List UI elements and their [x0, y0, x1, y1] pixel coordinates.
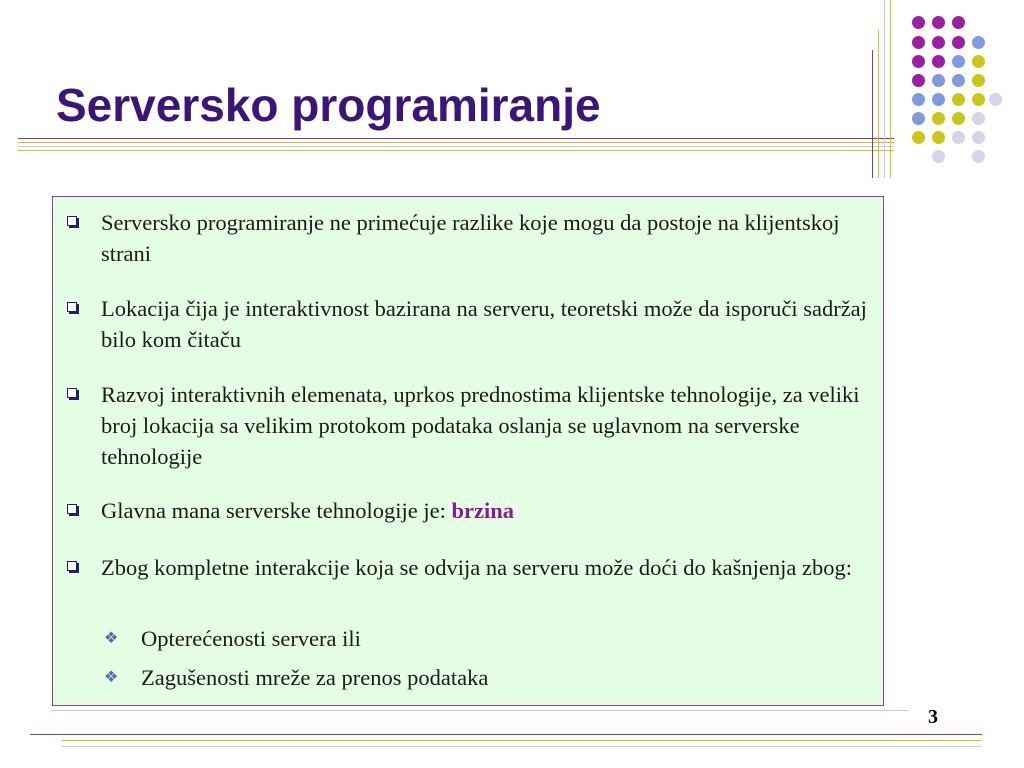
vertical-rule-2 [878, 30, 879, 178]
page-number: 3 [928, 706, 938, 728]
bullet-text: Lokacija čija je interaktivnost bazirana na serveru, teoretski može da isporuči sadržaj bilo kom čitaču [101, 296, 867, 352]
dot [952, 74, 965, 87]
bullet-emphasis: brzina [451, 498, 515, 523]
footer-rule-olive [62, 740, 982, 741]
dot [932, 36, 945, 49]
dot [952, 36, 965, 49]
bullet-item [101, 293, 881, 355]
bullet-item [101, 207, 881, 269]
decorative-dot-grid [912, 16, 1002, 166]
footer-rule-purple [30, 734, 982, 735]
dot [932, 55, 945, 68]
bullet-text: Glavna mana serverske tehnologije je: [101, 498, 452, 523]
dot [912, 36, 925, 49]
vertical-rule-4 [890, 0, 891, 178]
dot [972, 112, 985, 125]
dot [972, 36, 985, 49]
content-box [52, 196, 884, 706]
dot [912, 74, 925, 87]
dot [932, 131, 945, 144]
hollow-square-bullet-icon [67, 302, 77, 312]
dot [952, 131, 965, 144]
title-rule-olive [18, 142, 894, 143]
footer-rule-lavender [52, 710, 908, 711]
title-rule-olive-2 [18, 150, 894, 151]
sub-bullet-text: Opterećenosti servera ili [141, 626, 361, 651]
vertical-rule-3 [884, 0, 885, 178]
dot [932, 74, 945, 87]
dot [912, 112, 925, 125]
slide-title: Serversko programiranje [56, 79, 601, 131]
bullet-item [101, 379, 881, 472]
dot [972, 131, 985, 144]
dot [912, 93, 925, 106]
bullet-item [101, 495, 881, 526]
dot [989, 93, 1002, 106]
dot [972, 55, 985, 68]
sub-bullet-item [104, 662, 871, 693]
dot [912, 55, 925, 68]
four-diamond-bullet-icon: ❖ [104, 669, 119, 686]
dot [912, 131, 925, 144]
vertical-rule-1 [872, 50, 873, 178]
dot [952, 55, 965, 68]
hollow-square-bullet-icon [67, 504, 77, 514]
sub-bullet-item [104, 623, 871, 654]
footer-rule-lavender-2 [62, 746, 982, 747]
hollow-square-bullet-icon [67, 561, 77, 571]
four-diamond-bullet-icon: ❖ [104, 630, 119, 647]
dot [952, 93, 965, 106]
dot [912, 16, 925, 29]
dot [952, 112, 965, 125]
title-rule-lavender [18, 146, 894, 147]
dot [952, 16, 965, 29]
dot [932, 112, 945, 125]
dot [972, 93, 985, 106]
bullet-text: Zbog kompletne interakcije koja se odvija na serveru može doći do kašnjenja zbog: [101, 555, 853, 580]
dot [972, 74, 985, 87]
title-rule-purple [18, 138, 894, 139]
bullet-text: Serversko programiranje ne primećuje razlike koje mogu da postoje na klijentskoj strani [101, 210, 840, 266]
hollow-square-bullet-icon [67, 388, 77, 398]
bullet-text: Razvoj interaktivnih elemenata, uprkos prednostima klijentske tehnologije, za veliki broj lokacija sa velikim protokom podataka oslanja se uglavnom na serverske tehnologije [101, 382, 860, 469]
dot [932, 16, 945, 29]
dot [932, 150, 945, 163]
bullet-item [101, 552, 881, 583]
sub-bullet-text: Zagušenosti mreže za prenos podataka [141, 665, 489, 690]
hollow-square-bullet-icon [67, 216, 77, 226]
dot [972, 150, 985, 163]
dot [932, 93, 945, 106]
